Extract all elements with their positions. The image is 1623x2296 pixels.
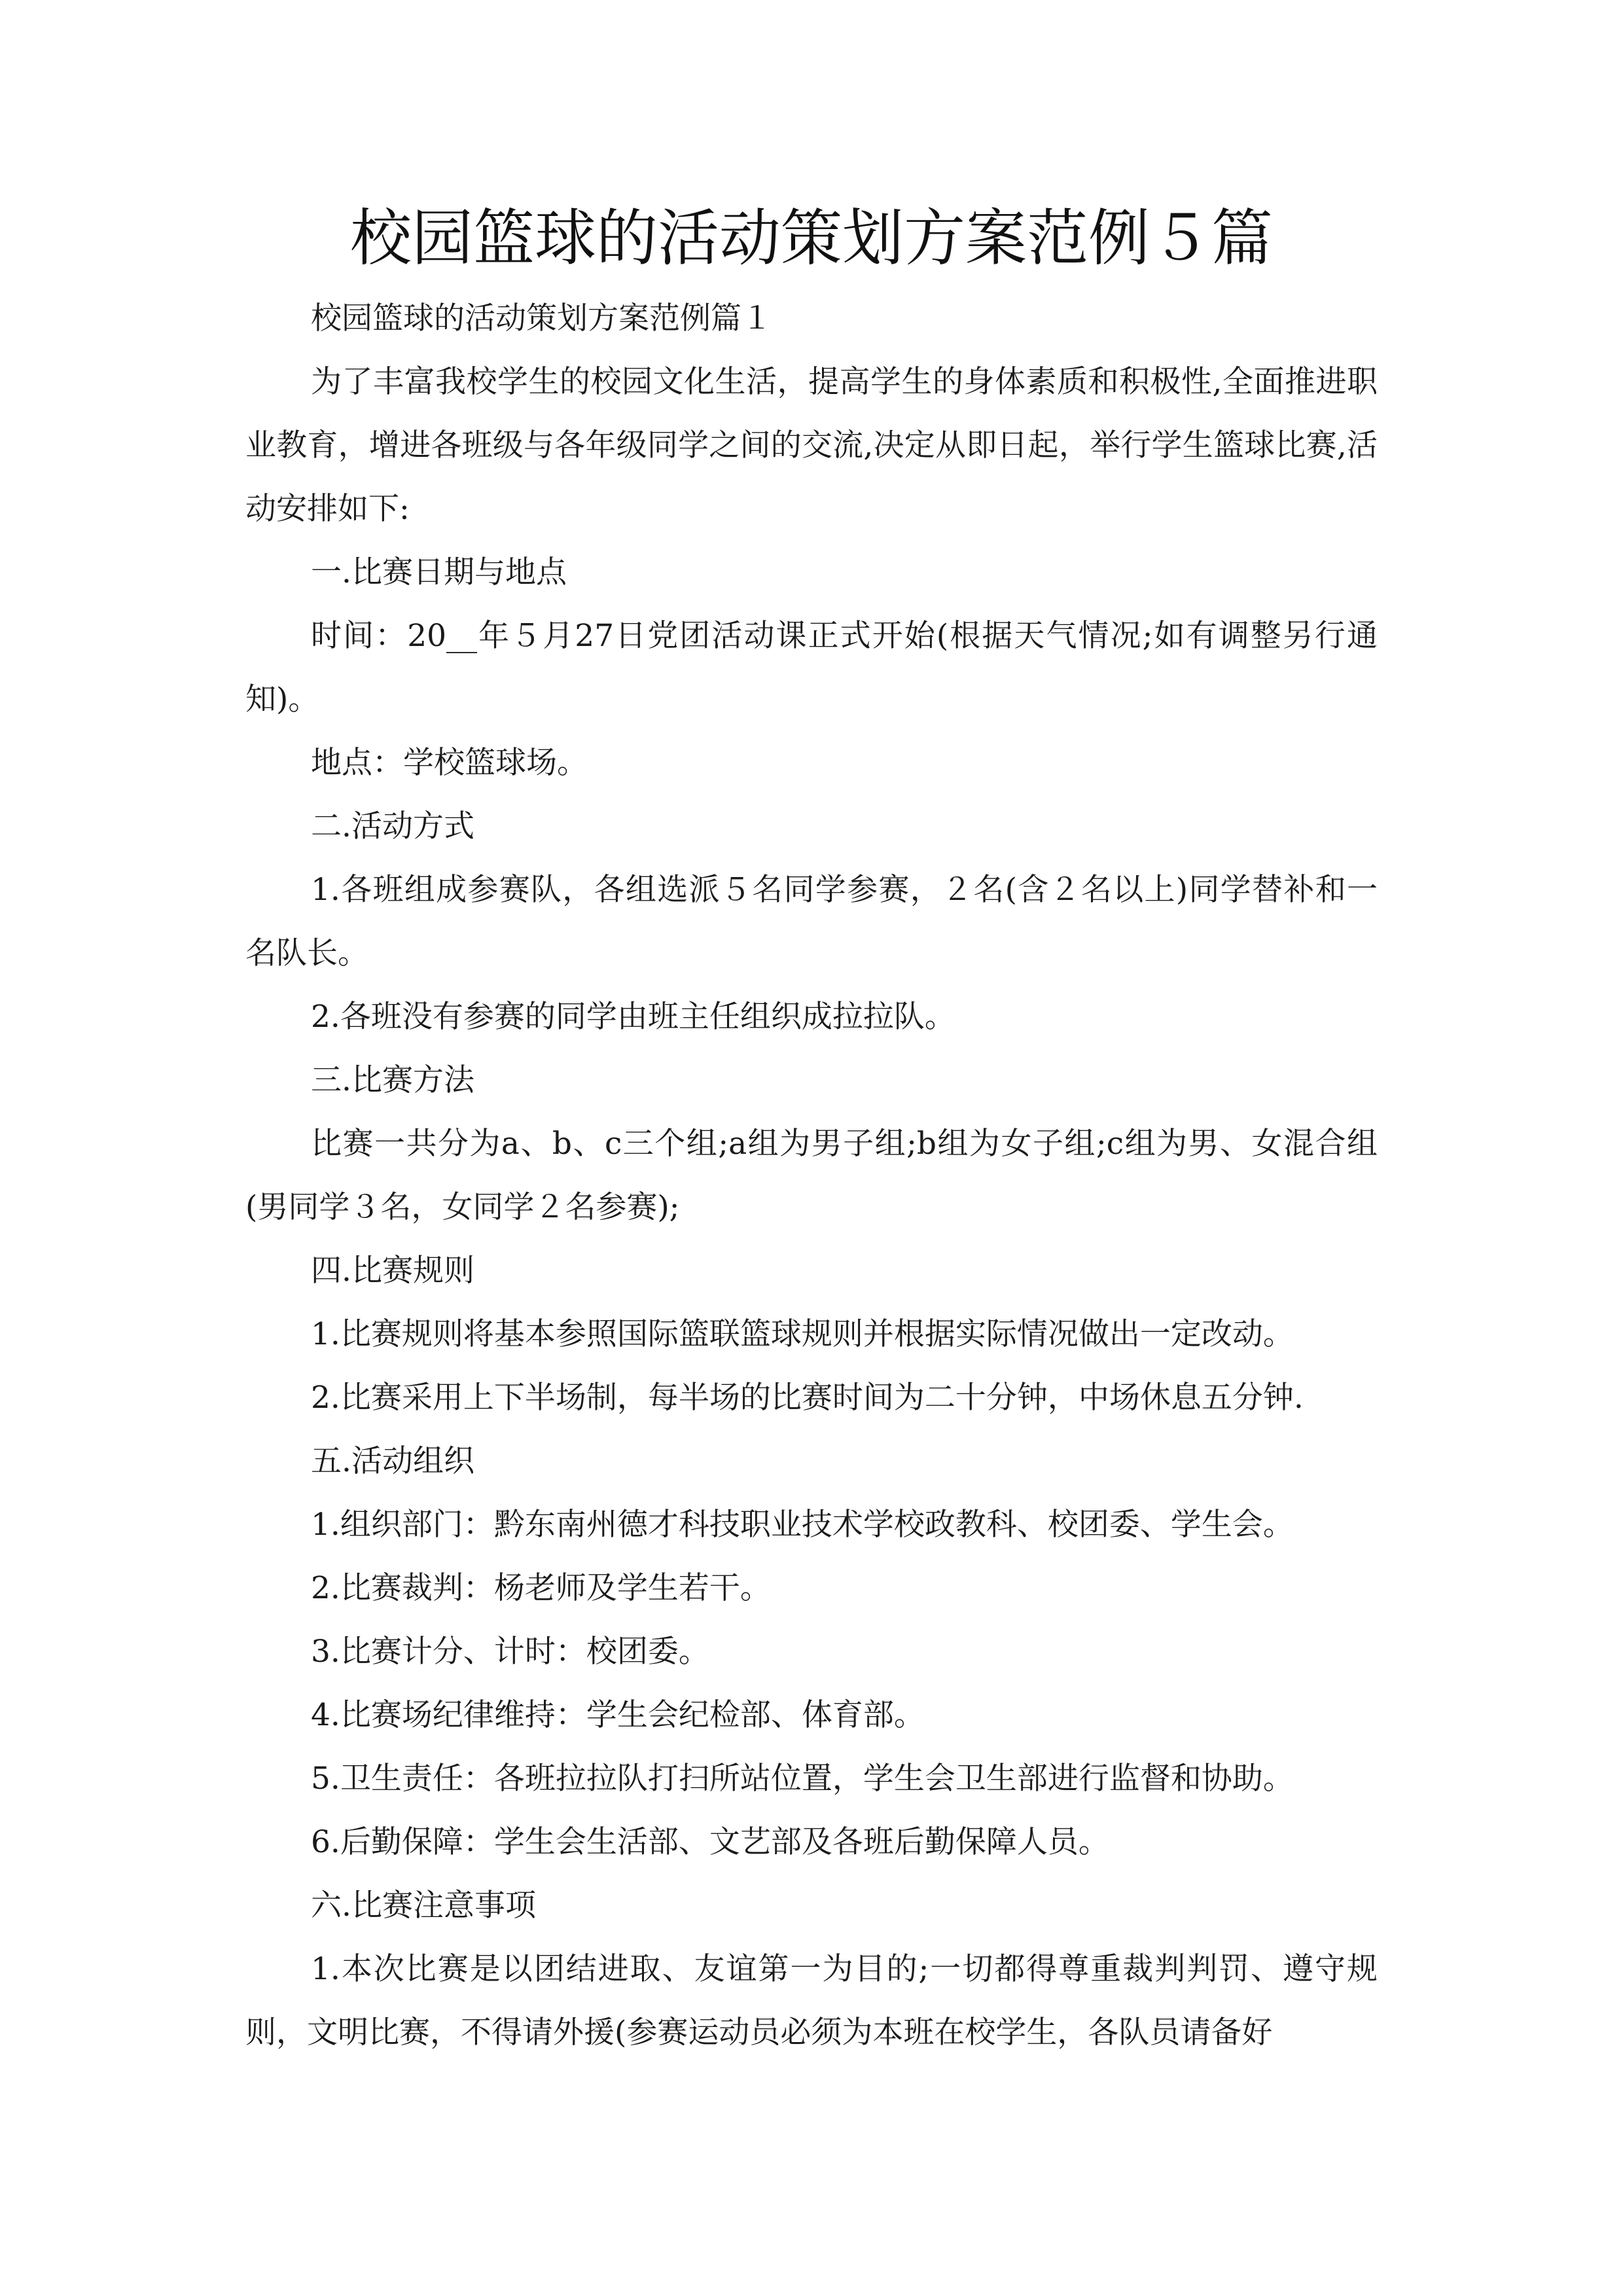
heading-rules: 四.比赛规则: [311, 1253, 474, 1289]
heading-date-location: 一.比赛日期与地点: [311, 554, 567, 590]
heading-notes: 六.比赛注意事项: [311, 1888, 536, 1924]
paragraph-section-heading: 校园篮球的活动策划方案范例篇１: [311, 300, 772, 336]
heading-activity-format: 二.活动方式: [311, 808, 474, 844]
document-body: [245, 287, 1378, 2064]
paragraph-org-6: 6.后勤保障：学生会生活部、文艺部及各班后勤保障人员。: [311, 1824, 1109, 1860]
paragraph-rule-1: 1.比赛规则将基本参照国际篮联篮球规则并根据实际情况做出一定改动。: [311, 1316, 1294, 1352]
paragraph-org-4: 4.比赛场纪律维持：学生会纪检部、体育部。: [311, 1697, 925, 1733]
document-title: 校园篮球的活动策划方案范例５篇: [349, 203, 1273, 274]
paragraph-location: 地点：学校篮球场。: [311, 745, 588, 781]
paragraph-org-3: 3.比赛计分、计时：校团委。: [311, 1634, 709, 1670]
paragraph-note-1: 1.本次比赛是以团结进取、友谊第一为目的;一切都得尊重裁判判罚、遵守规则，文明比赛，不得请外援(参赛运动员必须为本班在校学生，各队员请备好: [245, 1951, 1378, 2051]
heading-competition-method: 三.比赛方法: [311, 1062, 474, 1098]
paragraph-org-1: 1.组织部门：黔东南州德才科技职业技术学校政教科、校团委、学生会。: [311, 1507, 1294, 1543]
paragraph-format-2: 2.各班没有参赛的同学由班主任组织成拉拉队。: [311, 999, 955, 1035]
paragraph-format-1: 1.各班组成参赛队，各组选派５名同学参赛，２名(含２名以上)同学替补和一名队长。: [245, 872, 1378, 971]
heading-organization: 五.活动组织: [311, 1443, 474, 1479]
paragraph-org-5: 5.卫生责任：各班拉拉队打扫所站位置，学生会卫生部进行监督和协助。: [311, 1761, 1294, 1797]
paragraph-rule-2: 2.比赛采用上下半场制，每半场的比赛时间为二十分钟，中场休息五分钟.: [311, 1380, 1304, 1416]
paragraph-method: 比赛一共分为a、b、c三个组;a组为男子组;b组为女子组;c组为男、女混合组(男同学３名，女同学２名参赛);: [245, 1126, 1378, 1225]
paragraph-org-2: 2.比赛裁判：杨老师及学生若干。: [311, 1570, 771, 1606]
paragraph-intro: 为了丰富我校学生的校园文化生活，提高学生的身体素质和积极性,全面推进职业教育，增进各班级与各年级同学之间的交流,决定从即日起，举行学生篮球比赛,活动安排如下:: [245, 364, 1378, 527]
paragraph-time: 时间：20__年５月27日党团活动课正式开始(根据天气情况;如有调整另行通知)。: [245, 618, 1378, 717]
